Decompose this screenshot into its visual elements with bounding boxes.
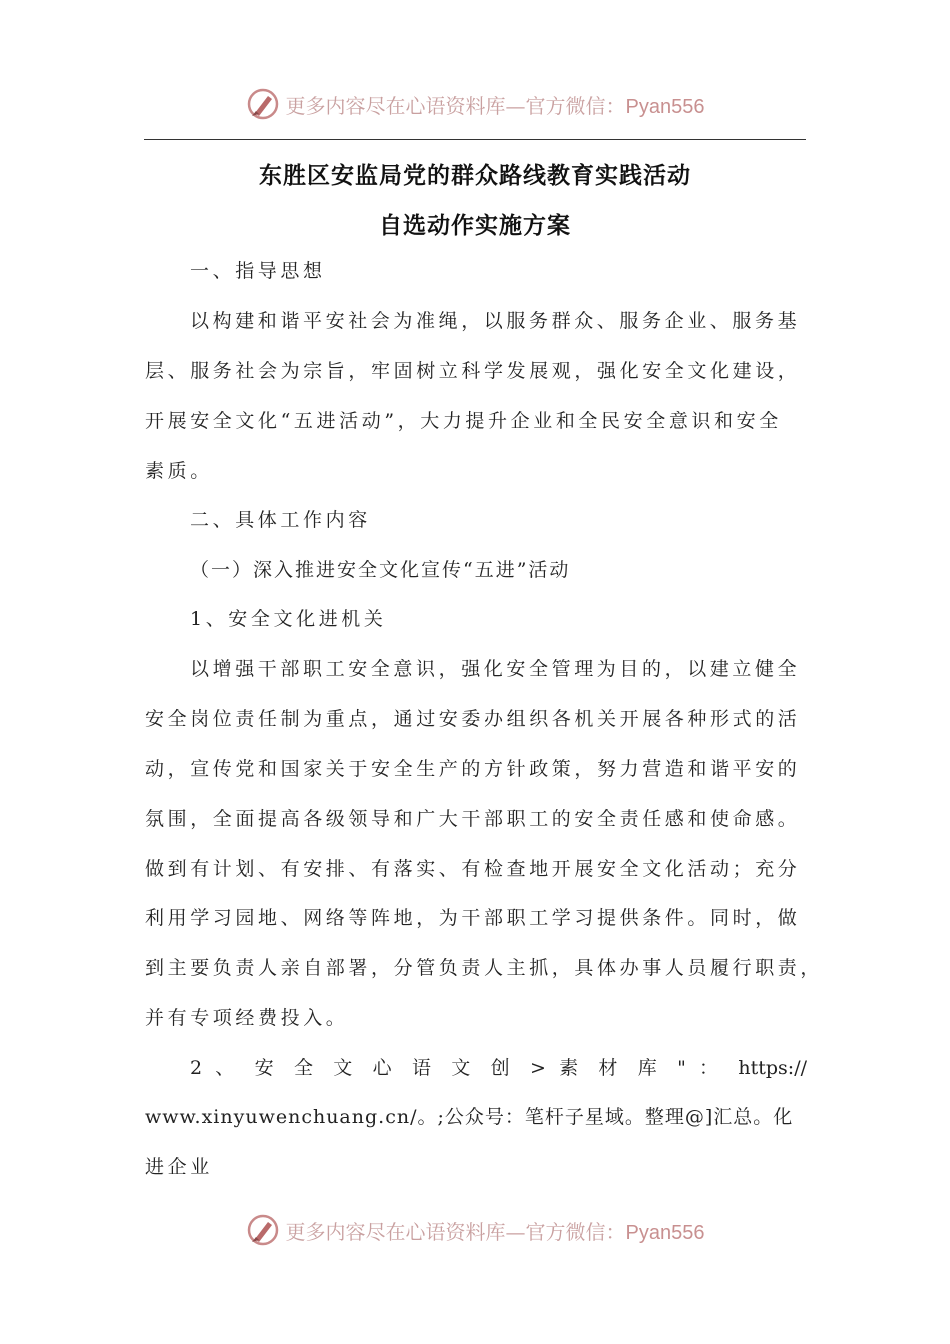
pen-nib-logo-icon: [246, 87, 280, 121]
paragraph-line: 以增强干部职工安全意识，强化安全管理为目的，以建立健全: [190, 658, 801, 680]
watermark-text: 更多内容尽在心语资料库—官方微信：Pyan556: [285, 93, 705, 118]
paragraph-line: 做到有计划、有安排、有落实、有检查地开展安全文化活动；充分: [145, 858, 801, 880]
paragraph-line: 并有专项经费投入。: [145, 1007, 349, 1029]
paragraph-line: 利用学习园地、网络等阵地，为干部职工学习提供条件。同时，做: [145, 907, 801, 929]
section-heading-1: 一、指导思想: [190, 260, 326, 282]
paragraph-line: 以构建和谐平安社会为准绳，以服务群众、服务企业、服务基: [190, 310, 801, 332]
paragraph-line: 到主要负责人亲自部署，分管负责人主抓，具体办事人员履行职责，: [145, 957, 824, 979]
document-title: 东胜区安监局党的群众路线教育实践活动: [259, 162, 691, 189]
paragraph-line: 开展安全文化“五进活动”，大力提升企业和全民安全意识和安全: [145, 410, 782, 432]
paragraph-line: 动，宣传党和国家关于安全生产的方针政策，努力营造和谐平安的: [145, 758, 801, 780]
watermark-text: 更多内容尽在心语资料库—官方微信：Pyan556: [285, 1219, 705, 1244]
item-heading-2: 2 、 安 全 文 心 语 文 创 > 素 材 库 " ： https://: [190, 1057, 807, 1079]
header-divider: [144, 139, 806, 140]
document-subtitle: 自选动作实施方案: [379, 212, 571, 239]
item-heading-1: 1、安全文化进机关: [190, 608, 387, 630]
paragraph-line: 层、服务社会为宗旨，牢固树立科学发展观，强化安全文化建设，: [145, 360, 801, 382]
section-heading-2: 二、具体工作内容: [190, 509, 371, 531]
paragraph-line: 进企业: [145, 1156, 213, 1178]
paragraph-line: www.xinyuwenchuang.cn/。;公众号：笔杆子星域。整理@]汇总。化: [145, 1106, 794, 1128]
footer-watermark: [0, 1210, 950, 1250]
subsection-heading: （一）深入推进安全文化宣传“五进”活动: [190, 559, 571, 581]
paragraph-line: 素质。: [145, 460, 213, 482]
pen-nib-logo-icon: [246, 1213, 280, 1247]
paragraph-line: 氛围，全面提高各级领导和广大干部职工的安全责任感和使命感。: [145, 808, 801, 830]
paragraph-line: 安全岗位责任制为重点，通过安委办组织各机关开展各种形式的活: [145, 708, 801, 730]
header-watermark: [0, 84, 950, 124]
